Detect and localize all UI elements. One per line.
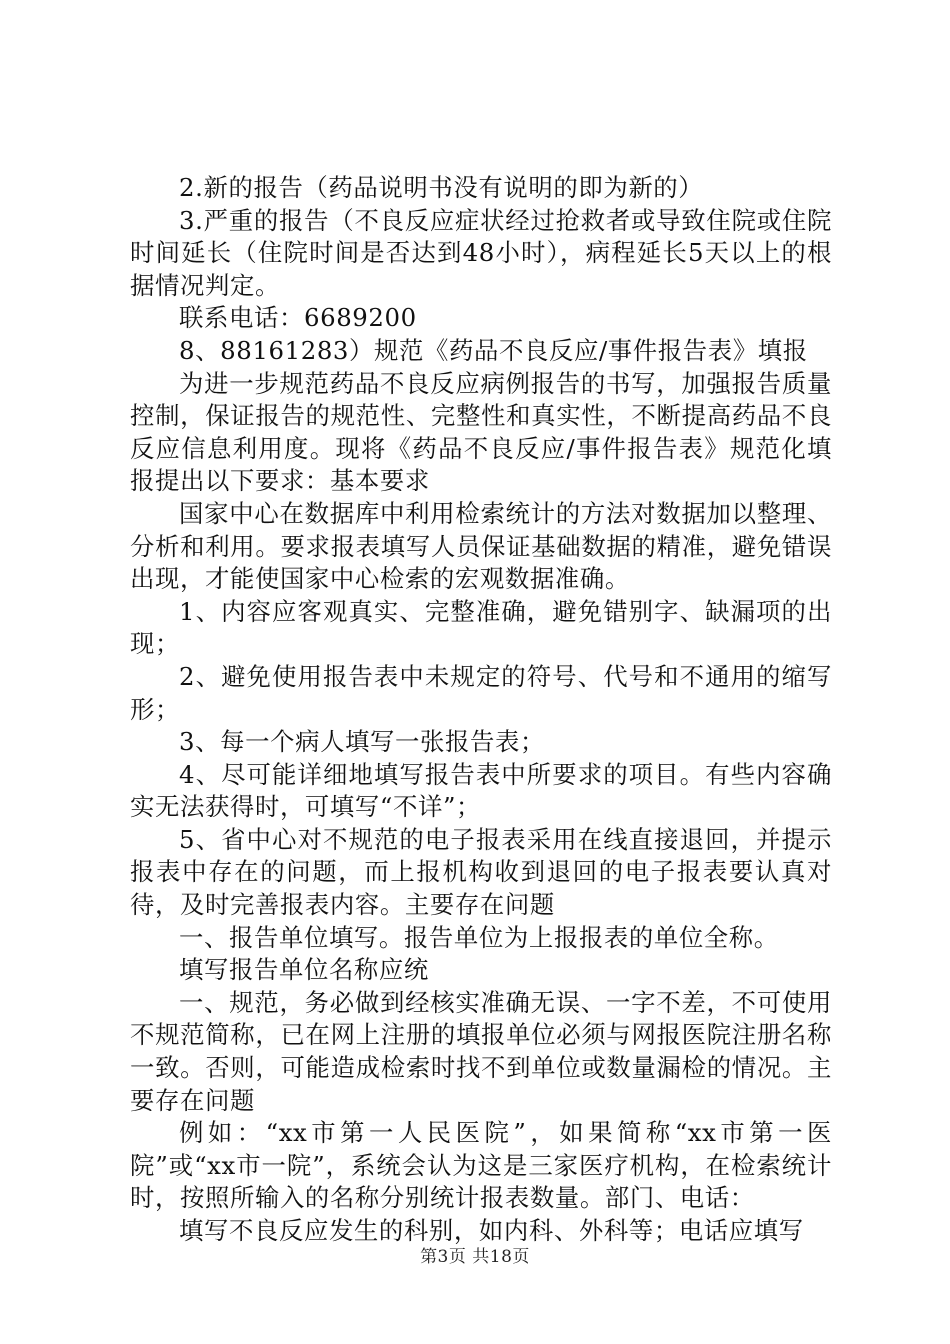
paragraph: 一、规范，务必做到经核实准确无误、一字不差，不可使用不规范简称，已在网上注册的填报单位必须与网报医院注册名称一致。否则，可能造成检索时找不到单位或数量漏检的情况。主要存在问题 [130,987,832,1115]
paragraph: 2.新的报告（药品说明书没有说明的即为新的） [179,173,704,202]
document-body [130,172,832,1248]
paragraph: 5、省中心对不规范的电子报表采用在线直接退回，并提示报表中存在的问题，而上报机构收到退回的电子报表要认真对待，及时完善报表内容。主要存在问题 [130,824,832,920]
paragraph: 8、88161283）规范《药品不良反应/事件报告表》填报 [179,335,808,365]
paragraph: 联系电话：6689200 [179,303,417,333]
paragraph: 填写报告单位名称应统 [179,955,429,985]
paragraph: 3、每一个病人填写一张报告表； [179,727,545,757]
paragraph: 4、尽可能详细地填写报告表中所要求的项目。有些内容确实无法获得时，可填写“不详”； [130,759,832,822]
paragraph: 2、避免使用报告表中未规定的符号、代号和不通用的缩写形； [130,661,832,724]
paragraph: 填写不良反应发生的科别，如内科、外科等；电话应填写 [179,1216,804,1245]
paragraph: 3.严重的报告（不良反应症状经过抢救者或导致住院或住院时间延长（住院时间是否达到48小时），病程延长5天以上的根据情况判定。 [130,205,832,300]
paragraph: 国家中心在数据库中利用检索统计的方法对数据加以整理、分析和利用。要求报表填写人员保证基础数据的精准，避免错误出现，才能使国家中心检索的宏观数据准确。 [130,498,832,594]
paragraph: 1、内容应客观真实、完整准确，避免错别字、缺漏项的出现； [130,596,832,659]
page-number-footer: 第3页 共18页 [420,1247,530,1267]
paragraph: 为进一步规范药品不良反应病例报告的书写，加强报告质量控制，保证报告的规范性、完整性和真实性，不断提高药品不良反应信息利用度。现将《药品不良反应/事件报告表》规范化填报提出以下要求：基本要求 [130,368,832,496]
paragraph: 例如：“xx市第一人民医院”，如果简称“xx市第一医院”或“xx市一院”，系统会认为这是三家医疗机构，在检索统计时，按照所输入的名称分别统计报表数量。部门、电话： [130,1118,832,1213]
paragraph: 一、报告单位填写。报告单位为上报报表的单位全称。 [179,922,779,952]
